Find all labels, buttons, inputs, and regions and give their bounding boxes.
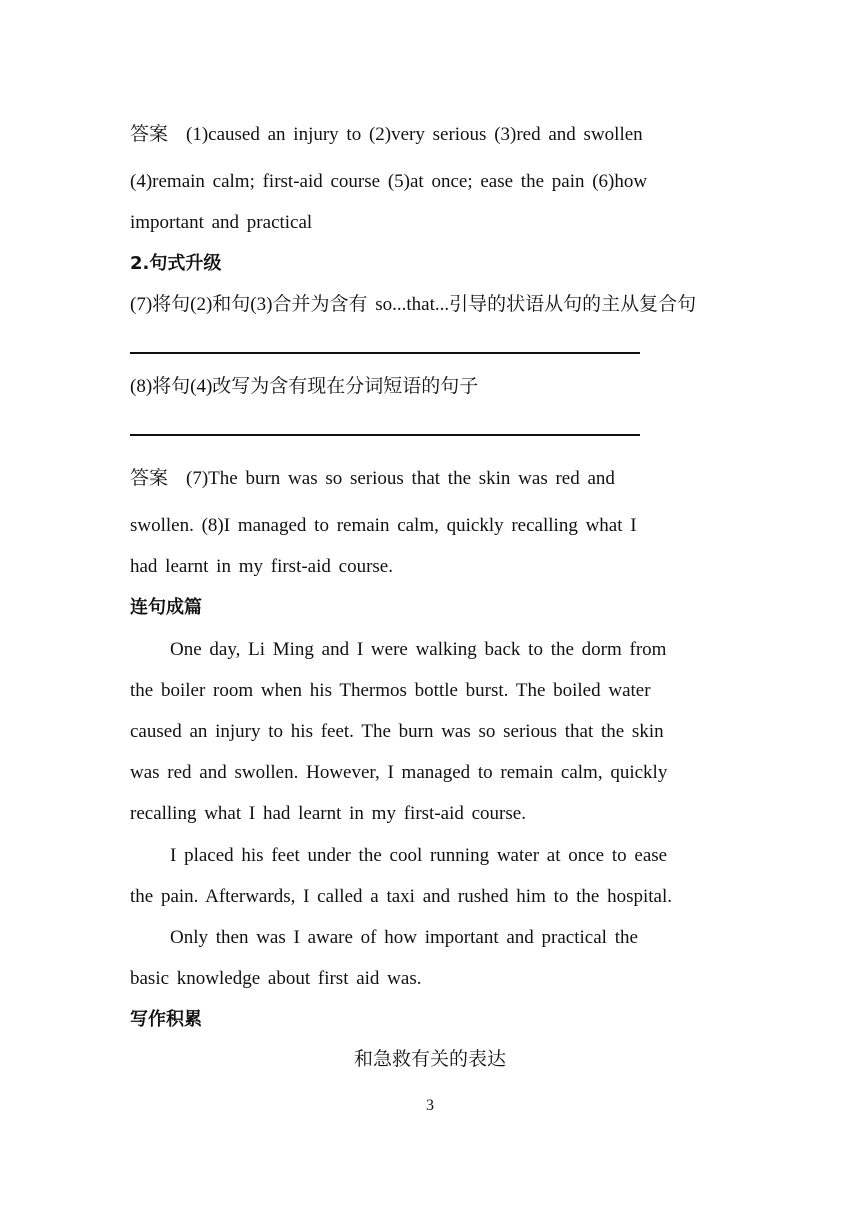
section-heading-writing-accumulation: 写作积累 — [130, 1009, 202, 1030]
answer-1-text-1: (1)caused an injury to (2)very serious (3)red and swollen — [186, 124, 643, 145]
answer-1-line-2: (4)remain calm; first-aid course (5)at once; ease the pain (6)how — [130, 171, 648, 192]
answer-2-line-2: swollen. (8)I managed to remain calm, quickly recalling what I — [130, 515, 637, 536]
passage-line: the pain. Afterwards, I called a taxi and rushed him to the hospital. — [130, 886, 672, 907]
answer-blank-line-8 — [130, 434, 640, 436]
passage-line: the boiler room when his Thermos bottle burst. The boiled water — [130, 680, 651, 701]
passage-line: One day, Li Ming and I were walking back to the dorm from — [170, 639, 667, 660]
answer-1-line-3: important and practical — [130, 212, 313, 233]
passage-line: was red and swollen. However, I managed to remain calm, quickly — [130, 762, 668, 783]
answer-2-line-3: had learnt in my first-aid course. — [130, 556, 393, 577]
answer-2-line-1 — [130, 466, 615, 491]
section-heading-passage: 连句成篇 — [130, 597, 202, 618]
page-number: 3 — [426, 1097, 434, 1114]
subheading-first-aid-expressions: 和急救有关的表达 — [353, 1049, 506, 1070]
answer-2-text-1: (7)The burn was so serious that the skin was red and — [186, 468, 615, 489]
task-7-prompt: (7)将句(2)和句(3)合并为含有 so...that...引导的状语从句的主从复合句 — [130, 294, 697, 315]
passage-line: Only then was I aware of how important and practical the — [170, 927, 638, 948]
task-8-prompt: (8)将句(4)改写为含有现在分词短语的句子 — [130, 376, 479, 397]
passage-line: basic knowledge about first aid was. — [130, 968, 422, 989]
passage-line: recalling what I had learnt in my first-aid course. — [130, 803, 526, 824]
passage-line: I placed his feet under the cool running water at once to ease — [170, 845, 668, 866]
answer-label: 答案 — [130, 467, 169, 489]
answer-blank-line-7 — [130, 352, 640, 354]
answer-1-line-1 — [130, 122, 643, 147]
section-heading-sentence-upgrade: 2.句式升级 — [130, 253, 222, 274]
passage-line: caused an injury to his feet. The burn was so serious that the skin — [130, 721, 664, 742]
answer-label: 答案 — [130, 123, 169, 145]
